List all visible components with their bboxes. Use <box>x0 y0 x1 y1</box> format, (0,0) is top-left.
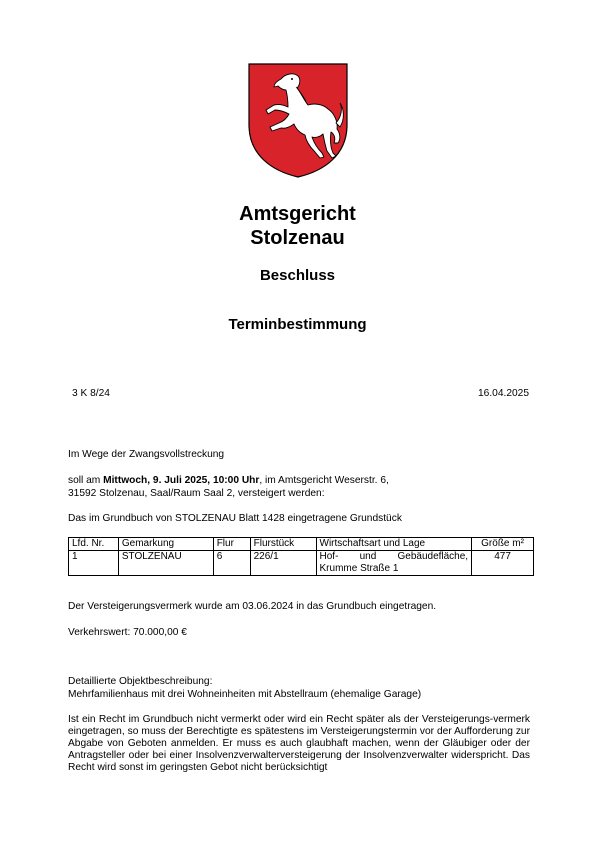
object-description-label: Detaillierte Objektbeschreibung: <box>68 676 213 687</box>
col-header-flurstueck: Flurstück <box>250 538 316 551</box>
property-table <box>68 537 534 576</box>
document-date: 16.04.2025 <box>478 388 529 399</box>
col-header-flur: Flur <box>213 538 250 551</box>
court-name-line2: Stolzenau <box>250 227 345 249</box>
table-row <box>69 551 534 576</box>
document-subject: Terminbestimmung <box>228 316 367 333</box>
lower-saxony-horse-crest-icon <box>248 63 348 178</box>
auction-suffix: , im Amtsgericht Weserstr. 6, <box>259 475 389 486</box>
auction-date: Mittwoch, 9. Juli 2025, 10:00 Uhr <box>103 475 260 486</box>
col-header-groesse: Größe m² <box>472 538 534 551</box>
auction-prefix: soll am <box>68 475 104 486</box>
rights-paragraph: Ist ein Recht im Grundbuch nicht vermerkt oder wird ein Recht später als der Versteigerungs-vermerk eingetragen, so muss der Berechtigte es spätestens im Versteigerungstermin vor der Aufforderung zur Abgabe von Geboten anmelden. Er muss es auch glaubhaft machen, wenn der Gläubiger oder der Antragsteller oder bei einer Insolvenzverwalterversteigerung der Insolvenzverwalter widerspricht. Das Recht wird sonst im geringsten Gebot nicht berücksichtigt <box>68 714 530 773</box>
land-register-text: Das im Grundbuch von STOLZENAU Blatt 1428 eingetragene Grundstück <box>68 513 402 524</box>
document-type: Beschluss <box>259 267 336 284</box>
col-header-gemarkung: Gemarkung <box>118 538 213 551</box>
object-description-text: Mehrfamilienhaus mit drei Wohneinheiten mit Abstellraum (ehemalige Garage) <box>68 689 422 700</box>
col-header-lage: Wirtschaftsart und Lage <box>316 538 472 551</box>
cell-lage: Hof- und Gebäudefläche, Krumme Straße 1 <box>316 551 472 576</box>
case-number: 3 K 8/24 <box>72 388 110 399</box>
auction-line1 <box>68 475 530 487</box>
cell-nr: 1 <box>69 551 119 576</box>
auction-line2: 31592 Stolzenau, Saal/Raum Saal 2, versteigert werden: <box>68 488 325 499</box>
cell-groesse: 477 <box>472 551 534 576</box>
intro-text: Im Wege der Zwangsvollstreckung <box>68 449 225 460</box>
cell-gemarkung: STOLZENAU <box>118 551 213 576</box>
vermerk-text: Der Versteigerungsvermerk wurde am 03.06.2024 in das Grundbuch eingetragen. <box>68 601 437 612</box>
court-name-line1: Amtsgericht <box>239 203 356 225</box>
cell-flur: 6 <box>213 551 250 576</box>
table-header-row <box>69 538 534 551</box>
col-header-nr: Lfd. Nr. <box>69 538 119 551</box>
verkehrswert-text: Verkehrswert: 70.000,00 € <box>68 627 187 638</box>
cell-flurstueck: 226/1 <box>250 551 316 576</box>
